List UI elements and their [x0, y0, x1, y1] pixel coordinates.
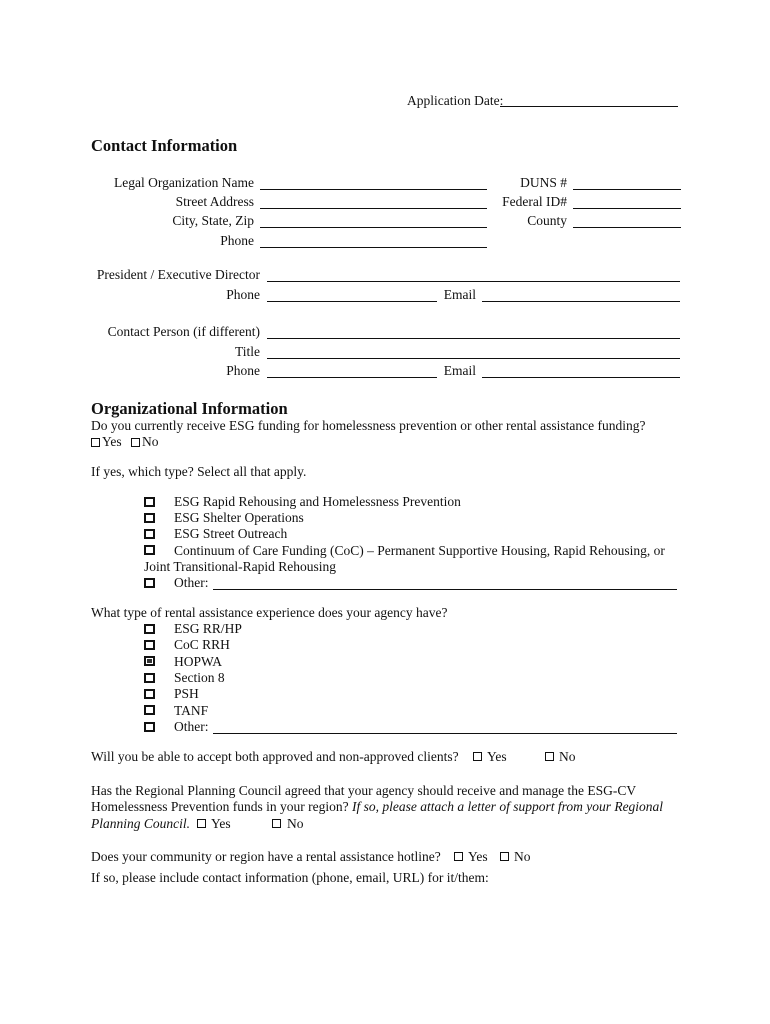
organizational-information-heading: Organizational Information — [91, 399, 288, 418]
contact-person-field[interactable] — [267, 338, 680, 339]
exp-esg-rrhp-checkbox[interactable] — [144, 624, 155, 634]
type-coc-funding-label: Continuum of Care Funding (CoC) – Permanent Supportive Housing, Rapid Rehousing, or — [174, 543, 665, 558]
type-other-checkbox[interactable] — [144, 578, 155, 588]
president-field[interactable] — [267, 281, 680, 282]
exp-other-checkbox[interactable] — [144, 722, 155, 732]
hotline-contact-instruction: If so, please include contact information (phone, email, URL) for it/them: — [91, 870, 489, 885]
esg-funding-yes-checkbox[interactable] — [91, 438, 100, 447]
rental-experience-question: What type of rental assistance experience does your agency have? — [91, 605, 448, 620]
street-address-field[interactable] — [260, 208, 487, 209]
type-coc-funding-label-cont: Joint Transitional-Rapid Rehousing — [144, 559, 337, 574]
accept-clients-yes-label: Yes — [487, 749, 507, 764]
hotline-yes-checkbox[interactable] — [454, 852, 463, 861]
exp-other-label: Other: — [174, 719, 209, 734]
rpc-instruction: If so, please attach a letter of support from your Regional — [351, 799, 664, 814]
city-state-zip-field[interactable] — [260, 227, 487, 228]
accept-clients-yes-checkbox[interactable] — [473, 752, 482, 761]
accept-clients-no-label: No — [559, 749, 576, 764]
exp-other-field[interactable] — [213, 733, 677, 734]
contact-phone-label: Phone — [226, 363, 260, 378]
duns-field[interactable] — [573, 189, 681, 190]
type-esg-street-outreach-checkbox[interactable] — [144, 529, 155, 539]
street-address-label: Street Address — [175, 194, 254, 209]
rpc-question-line2 — [91, 799, 663, 815]
president-email-label: Email — [443, 287, 476, 302]
contact-email-field[interactable] — [482, 377, 680, 378]
exp-coc-rrh-label: CoC RRH — [174, 637, 230, 652]
legal-org-name-label: Legal Organization Name — [114, 175, 254, 190]
hotline-no-checkbox[interactable] — [500, 852, 509, 861]
rpc-instruction-cont: Planning Council. — [91, 816, 190, 831]
org-phone-field[interactable] — [260, 247, 487, 248]
esg-funding-question: Do you currently receive ESG funding for homelessness prevention or other rental assistance funding? — [91, 418, 646, 433]
county-field[interactable] — [573, 227, 681, 228]
city-state-zip-label: City, State, Zip — [172, 213, 254, 228]
type-coc-funding-checkbox[interactable] — [144, 545, 155, 555]
rpc-question-line1: Has the Regional Planning Council agreed that your agency should receive and manage the ESG-CV — [91, 783, 637, 798]
contact-title-field[interactable] — [267, 358, 680, 359]
esg-funding-answers — [91, 434, 159, 450]
type-other-label: Other: — [174, 575, 209, 590]
exp-coc-rrh-checkbox[interactable] — [144, 640, 155, 650]
type-esg-rapid-rehousing-label: ESG Rapid Rehousing and Homelessness Prevention — [174, 494, 461, 509]
contact-information-heading: Contact Information — [91, 136, 238, 155]
federal-id-field[interactable] — [573, 208, 681, 209]
yes-label: Yes — [102, 434, 122, 449]
hotline-question: Does your community or region have a rental assistance hotline? — [91, 849, 441, 864]
contact-person-label: Contact Person (if different) — [107, 324, 260, 339]
type-esg-shelter-label: ESG Shelter Operations — [174, 510, 304, 525]
hotline-no-label: No — [514, 849, 531, 864]
type-esg-shelter-checkbox[interactable] — [144, 513, 155, 523]
type-esg-rapid-rehousing-checkbox[interactable] — [144, 497, 155, 507]
contact-phone-field[interactable] — [267, 377, 437, 378]
contact-email-label: Email — [443, 363, 476, 378]
rpc-yes-label: Yes — [211, 816, 231, 831]
exp-hopwa-checkbox[interactable] — [144, 656, 155, 666]
exp-esg-rrhp-label: ESG RR/HP — [174, 621, 242, 636]
hotline-yes-label: Yes — [468, 849, 488, 864]
exp-tanf-label: TANF — [174, 703, 209, 718]
rpc-no-label: No — [287, 816, 304, 831]
org-phone-label: Phone — [220, 233, 254, 248]
no-label: No — [142, 434, 159, 449]
accept-clients-question: Will you be able to accept both approved and non-approved clients? — [91, 749, 459, 764]
type-esg-street-outreach-label: ESG Street Outreach — [174, 526, 288, 541]
funding-type-question: If yes, which type? Select all that apply. — [91, 464, 307, 479]
rpc-yes-checkbox[interactable] — [197, 819, 206, 828]
application-date-field[interactable] — [500, 106, 678, 107]
federal-id-label: Federal ID# — [502, 194, 567, 209]
exp-hopwa-label: HOPWA — [174, 654, 223, 669]
duns-label: DUNS # — [520, 175, 567, 190]
contact-title-label: Title — [234, 344, 260, 359]
rpc-no-checkbox[interactable] — [272, 819, 281, 828]
president-phone-field[interactable] — [267, 301, 437, 302]
legal-org-name-field[interactable] — [260, 189, 487, 190]
type-other-field[interactable] — [213, 589, 677, 590]
president-label: President / Executive Director — [96, 267, 260, 282]
county-label: County — [527, 213, 567, 228]
rpc-question-text: Homelessness Prevention funds in your region? — [91, 799, 349, 814]
president-email-field[interactable] — [482, 301, 680, 302]
esg-funding-no-checkbox[interactable] — [131, 438, 140, 447]
president-phone-label: Phone — [226, 287, 260, 302]
exp-tanf-checkbox[interactable] — [144, 705, 155, 715]
exp-section-8-label: Section 8 — [174, 670, 225, 685]
accept-clients-no-checkbox[interactable] — [545, 752, 554, 761]
application-date-label: Application Date: — [407, 93, 504, 108]
exp-psh-label: PSH — [174, 686, 199, 701]
exp-psh-checkbox[interactable] — [144, 689, 155, 699]
exp-section-8-checkbox[interactable] — [144, 673, 155, 683]
